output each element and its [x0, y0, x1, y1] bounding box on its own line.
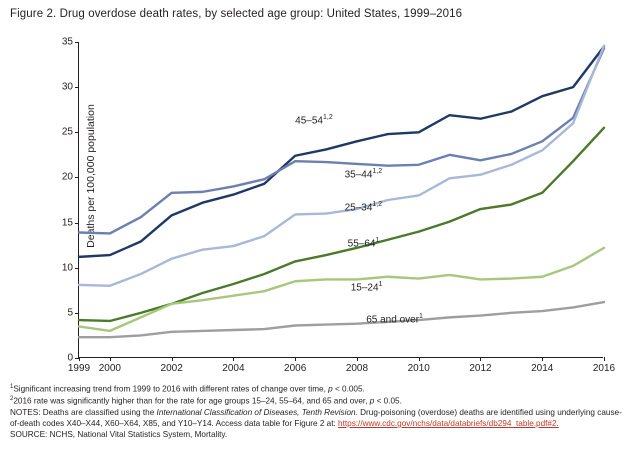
footnote-1-marker: 1 — [10, 384, 14, 390]
series-line — [79, 128, 604, 321]
x-tick-mark — [604, 357, 605, 361]
series-line — [79, 48, 604, 233]
footnote-2-text-before: 2016 rate was significantly higher than for the rate for age groups 15–24, 55–64, and 65 and over, — [13, 396, 370, 406]
x-tick-mark — [110, 357, 111, 361]
footnote-1-text-before: Significant increasing trend from 1999 to 2016 with different rates of change over time, — [13, 384, 329, 394]
y-tick-label: 5 — [67, 307, 73, 319]
notes-line — [10, 408, 630, 430]
y-axis-label: Deaths per 100,000 population — [85, 104, 97, 248]
y-tick-mark — [75, 313, 79, 314]
x-tick-mark — [419, 357, 420, 361]
series-label-footnote: 1 — [419, 313, 423, 321]
y-tick-mark — [75, 132, 79, 133]
x-tick-mark — [357, 357, 358, 361]
notes-part2: . Drug-poisoning (overdose) deaths are identified using underlying cause-of-death codes X40–X44, X60–X64, X85, and Y10–Y14. Access data table for Figure 2 at: — [10, 408, 622, 428]
y-tick-mark — [75, 268, 79, 269]
series-label-footnote: 1 — [378, 281, 383, 289]
series-label: $15-24^1$ — [350, 281, 383, 294]
x-tick-label: 2014 — [531, 363, 554, 374]
x-tick-label: 2004 — [222, 363, 245, 374]
y-tick-label: 15 — [61, 217, 73, 229]
notes-label: NOTES: — [10, 408, 41, 418]
y-tick-mark — [75, 177, 79, 178]
y-tick-mark — [75, 87, 79, 88]
x-tick-label: 2016 — [592, 363, 616, 374]
x-tick-label: 2002 — [160, 363, 183, 374]
x-tick-label: 2006 — [284, 363, 307, 374]
notes-part1: Deaths are classified using the — [40, 408, 157, 418]
x-tick-mark — [295, 357, 296, 361]
y-tick-mark — [75, 42, 79, 43]
plot-box — [61, 36, 616, 374]
footnote-2-marker: 2 — [10, 396, 14, 403]
x-tick-label: 2000 — [98, 363, 121, 374]
source-line — [10, 430, 630, 441]
footnote-2 — [10, 396, 630, 408]
series-label-footnote: 1,2 — [372, 201, 383, 209]
notes-italic-title: International Classification of Diseases, Tenth Revision — [156, 408, 356, 418]
series-label-footnote: 1 — [375, 237, 380, 245]
source-text: NCHS, National Vital Statistics System, Mortality. — [47, 430, 228, 440]
figure-title: Figure 2. Drug overdose death rates, by selected age group: United States, 1999–2016 — [10, 8, 463, 20]
footnote-1 — [10, 384, 630, 396]
x-tick-label: 2010 — [407, 363, 430, 374]
footnote-2-text-after: < 0.05. — [374, 396, 402, 406]
y-tick-label: 35 — [61, 36, 73, 48]
chart-area — [10, 28, 630, 380]
series-line — [79, 248, 604, 331]
x-tick-mark — [79, 357, 80, 361]
series-label: 25–34$^{1,2}$ — [344, 201, 383, 214]
series-line — [79, 47, 604, 257]
x-tick-mark — [542, 357, 543, 361]
series-label: 65 and over$^1$ — [366, 313, 423, 326]
footnote-1-text-after: < 0.005. — [332, 384, 365, 394]
x-tick-mark — [172, 357, 173, 361]
x-tick-label: 2012 — [469, 363, 492, 374]
y-tick-label: 0 — [67, 352, 73, 364]
x-tick-label: 1999 — [67, 363, 91, 374]
series-label-footnote: 1,2 — [372, 167, 383, 175]
y-tick-label: 30 — [61, 81, 73, 93]
footnote-1-italic: p — [328, 384, 333, 394]
series-label-footnote: 1,2 — [322, 113, 333, 121]
series-label: $55-64^1$ — [347, 237, 380, 250]
series-label: 45–54$^{1,2}$ — [295, 113, 333, 126]
y-tick-label: 10 — [61, 262, 73, 274]
footnotes-block — [10, 384, 630, 442]
y-tick-label: 25 — [61, 126, 73, 138]
series-lines — [79, 42, 604, 358]
series-label: 35–44$^{1,2}$ — [344, 167, 383, 181]
source-label: SOURCE: — [10, 430, 48, 440]
footnote-2-italic: p — [369, 396, 375, 406]
data-table-link[interactable]: https://www.cdc.gov/nchs/data/databriefs/db294_table.pdf#2. — [338, 418, 559, 428]
x-tick-mark — [233, 357, 234, 361]
y-tick-label: 20 — [61, 171, 73, 183]
y-tick-mark — [75, 223, 79, 224]
x-tick-label: 2008 — [345, 363, 369, 374]
x-tick-mark — [480, 357, 481, 361]
